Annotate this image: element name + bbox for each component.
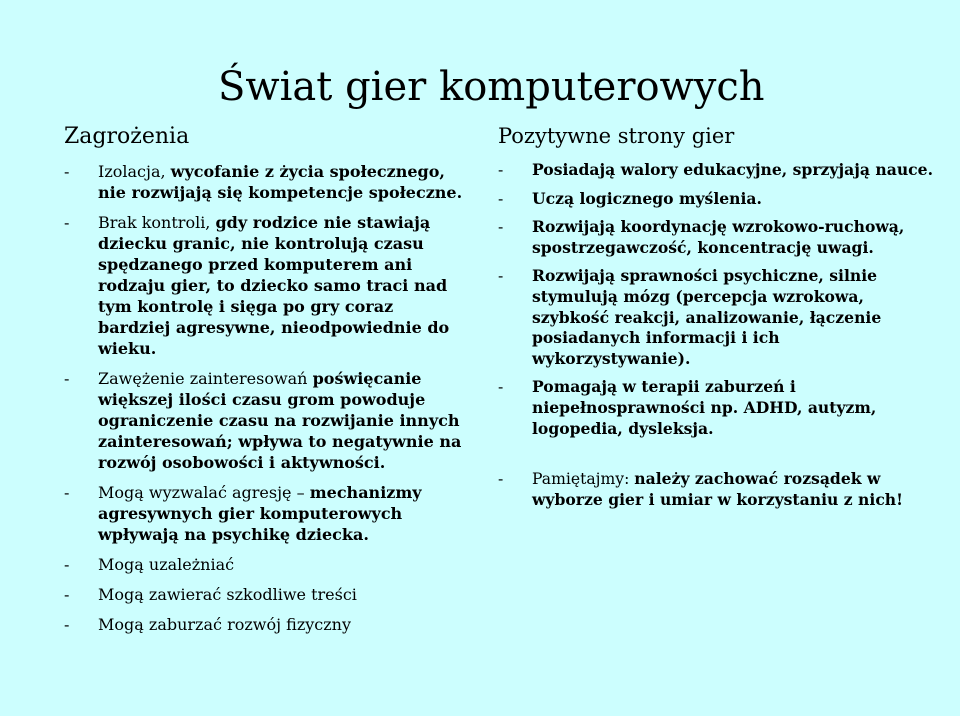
list-item [498,469,938,510]
text-run: Mogą wyzwalać agresję – [98,483,310,502]
list-item [64,482,464,545]
bold-text-run: wycofanie z życia społecznego, nie rozwijają się kompetencje społeczne. [98,162,463,202]
list-item [64,212,464,359]
list-item [64,368,464,473]
list-item [498,377,938,439]
bold-text-run: Rozwijają koordynację wzrokowo-ruchową, spostrzegawczość, koncentrację uwagi. [532,217,905,257]
text-run: Zawężenie zainteresowań [98,369,313,388]
positives-column [498,124,938,518]
bold-text-run: należy zachować rozsądek w wyborze gier i umiar w korzystaniu z nich! [532,469,903,509]
list-item [498,217,938,258]
positives-list [498,160,938,510]
text-run: Brak kontroli, [98,213,216,232]
bold-text-run: gdy rodzice nie stawiają dziecku granic, nie kontrolują czasu spędzanego przed komputerem ani rodzaju gier, to dziecko samo traci nad tym kontrolę i sięga po gry coraz bardziej agresywne, nieodpowiednie do wieku. [98,213,450,358]
text-run: Mogą zawierać szkodliwe treści [98,585,357,604]
positives-heading: Pozytywne strony gier [498,124,735,148]
text-run: Izolacja, [98,162,171,181]
bold-text-run: poświęcanie większej ilości czasu grom powoduje ograniczenie czasu na rozwijanie innych zainteresowań; wpływa to negatywnie na rozwój osobowości i aktywności. [98,369,462,472]
list-item [64,554,464,575]
list-item [64,584,464,605]
threats-list [64,161,464,635]
list-item [64,161,464,203]
bold-text-run: Uczą logicznego myślenia. [532,188,762,208]
list-item [64,614,464,635]
bold-text-run: mechanizmy agresywnych gier komputerowych wpływają na psychikę dziecka. [98,483,422,544]
list-item [498,189,938,210]
threats-column [64,124,464,644]
text-run: Pamiętajmy: [532,470,635,489]
list-item [498,160,938,181]
list-item [498,266,938,369]
text-run: Mogą zaburzać rozwój fizyczny [98,615,352,634]
threats-heading: Zagrożenia [64,124,190,149]
bold-text-run: Pomagają w terapii zaburzeń i niepełnosprawności np. ADHD, autyzm, logopedia, dysleksja. [532,377,877,438]
text-run: Mogą uzależniać [98,555,235,574]
slide-title: Świat gier komputerowych [218,64,765,110]
bold-text-run: Rozwijają sprawności psychiczne, silnie stymulują mózg (percepcja wzrokowa, szybkość reakcji, analizowanie, łączenie posiadanych informacji i ich wykorzystywanie). [532,266,882,368]
bold-text-run: Posiadają walory edukacyjne, sprzyjają nauce. [532,160,933,179]
